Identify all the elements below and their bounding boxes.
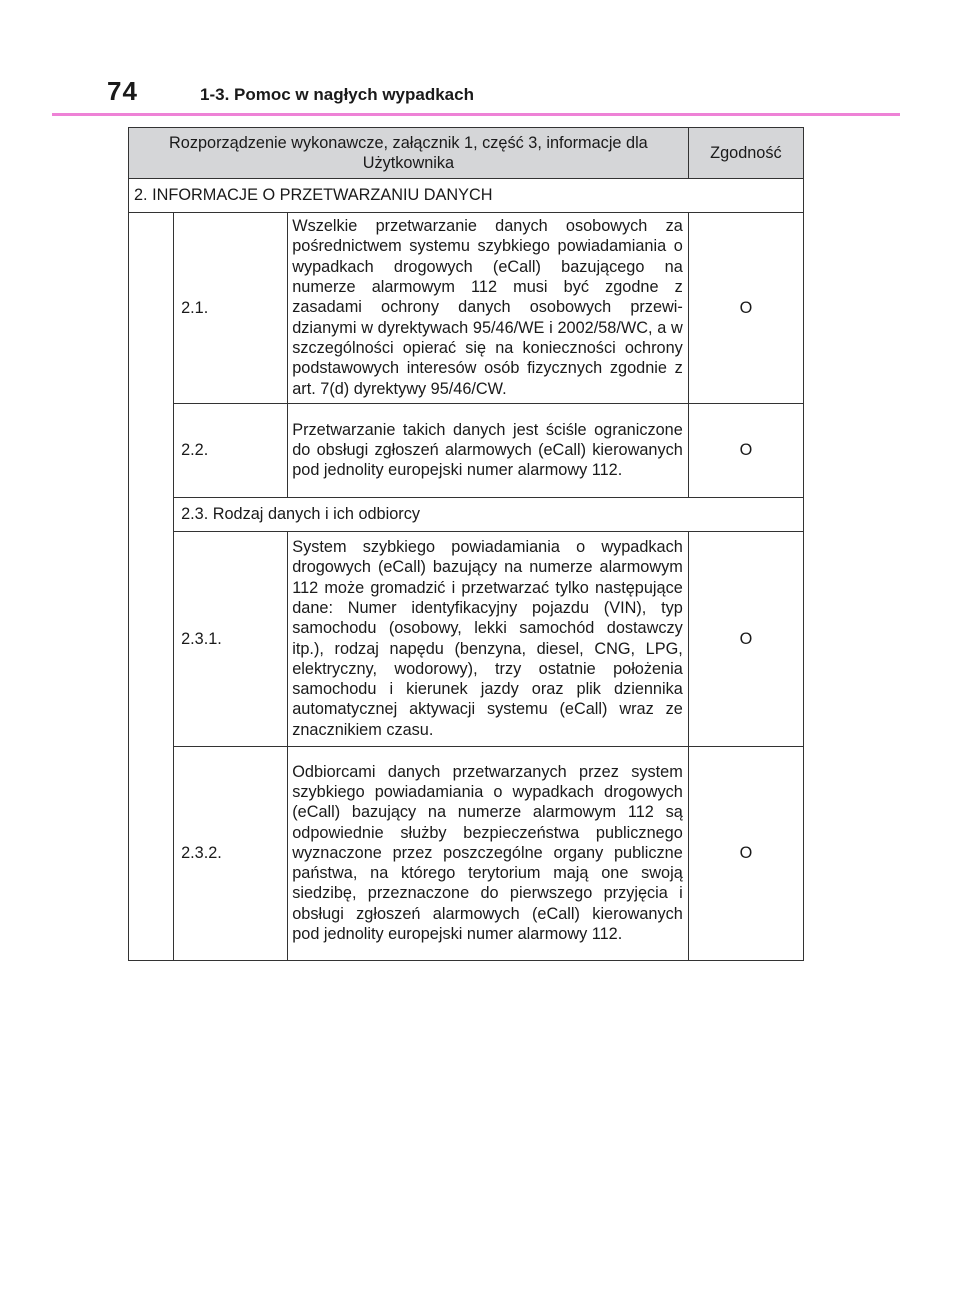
row-text: Wszelkie przetwarzanie danych osobowych za pośrednictwem systemu szybkiego powiadamiania o wypadkach drogowych (eCall) bazującego na numerze alarmowym 112 musi być zgodne z zasadami ochrony danych osobowych przewidzianymi w dyrektywach 95/46/WE i 2002/58/WC, a w szczególności opierać się na konieczności ochrony podstawowych interesów osób fizycznych zgodnie z art. 7(d) dyrektywy 95/46/CW.: [288, 213, 689, 404]
header-divider: [52, 113, 900, 116]
page-number: 74: [107, 76, 138, 106]
row-compliance: O: [688, 532, 803, 747]
row-text: System szybkiego powiadamiania o wypadkach drogowych (eCall) bazujący na numerze alarmowym 112 może gromadzić i przetwarzać tylko następujące dane: Numer identyfikacyjny pojazdu (VIN), typ samochodu (osobowy, lekki samochód dostawczy itp.), rodzaj napędu (benzyna, diesel, CNG, LPG, elektryczny, wodorowy), trzy ostatnie położenia samochodu i kierunek jazdy oraz plik dziennika automatycznej aktywacji systemu (eCall) wraz ze znacznikiem czasu.: [288, 532, 689, 747]
row-number: 2.3.2.: [174, 747, 288, 961]
indent-cell: [129, 213, 174, 961]
row-number: 2.2.: [174, 404, 288, 498]
section-title: 1-3. Pomoc w nagłych wypadkach: [200, 85, 474, 104]
table-row: [129, 404, 804, 498]
column-header-regulation: Rozporządzenie wykonawcze, załącznik 1, część 3, informacje dla Użytkownika: [129, 128, 689, 179]
section-heading: 2. INFORMACJE O PRZETWARZANIU DANYCH: [129, 179, 804, 213]
row-text: Odbiorcami danych przetwarzanych przez system szybkiego powiadamiania o wypadkach drogowych (eCall) bazujący na numerze alarmowym 112 są odpowiednie służby bezpieczeństwa publicznego wyznaczone przez poszczególne organy publiczne państwa, na którego terytorium mają one swoją siedzibę, przeznaczone do pierwszego przyjęcia i obsługi zgłoszeń alarmowych (eCall) kierowanych pod jednolity europejski numer alarmowy 112.: [288, 747, 689, 961]
row-number: 2.1.: [174, 213, 288, 404]
section-heading-row: [129, 179, 804, 213]
row-text: Przetwarzanie takich danych jest ściśle ograniczone do obsługi zgłoszeń alarmowych (eCall) kierowanych pod jednolity europejski numer alarmowy 112.: [288, 404, 689, 498]
column-header-compliance: Zgodność: [688, 128, 803, 179]
table-header-row: [129, 128, 804, 179]
row-compliance: O: [688, 213, 803, 404]
regulation-table: [128, 127, 804, 961]
subsection-heading-row: [129, 498, 804, 532]
row-compliance: O: [688, 404, 803, 498]
subsection-heading: 2.3. Rodzaj danych i ich odbiorcy: [174, 498, 804, 532]
row-number: 2.3.1.: [174, 532, 288, 747]
table-row: [129, 532, 804, 747]
table-row: [129, 213, 804, 404]
table-row: [129, 747, 804, 961]
row-compliance: O: [688, 747, 803, 961]
